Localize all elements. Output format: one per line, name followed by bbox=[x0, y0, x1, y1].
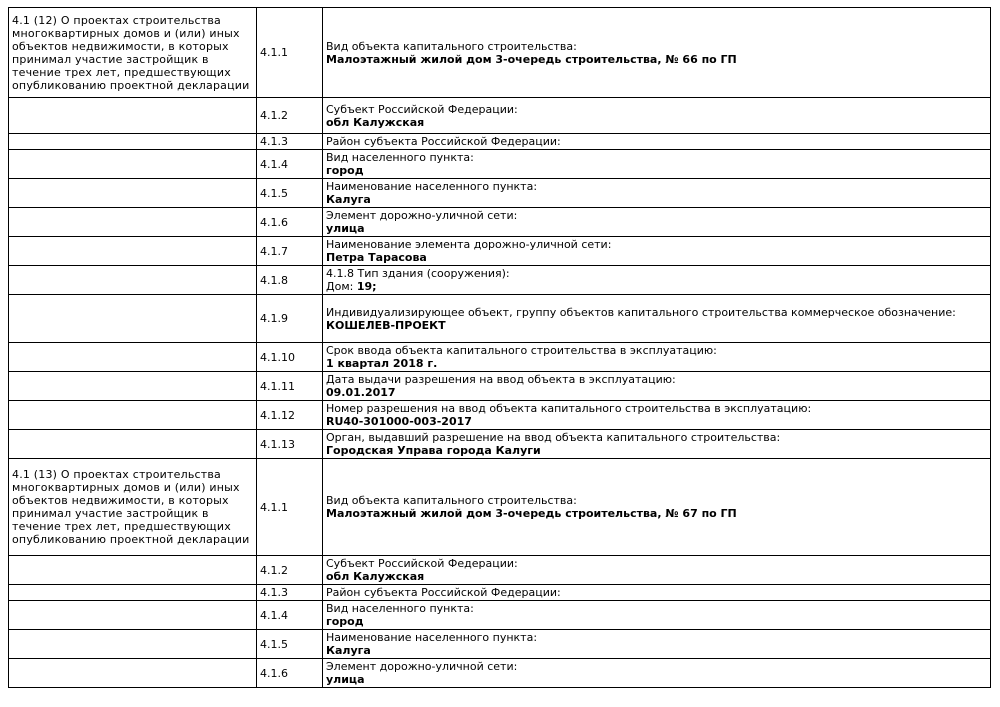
section-description-spacer bbox=[9, 179, 257, 208]
row-number: 4.1.5 bbox=[257, 630, 323, 659]
row-content bbox=[323, 372, 991, 401]
field-value: Малоэтажный жилой дом 3-очередь строительства, № 67 по ГП bbox=[326, 507, 737, 520]
row-content bbox=[323, 150, 991, 179]
table-row bbox=[9, 295, 991, 343]
row-number: 4.1.10 bbox=[257, 343, 323, 372]
row-content bbox=[323, 266, 991, 295]
row-content bbox=[323, 134, 991, 150]
row-content bbox=[323, 659, 991, 688]
table-row bbox=[9, 585, 991, 601]
field-label: Район субъекта Российской Федерации: bbox=[326, 135, 561, 148]
table-row bbox=[9, 372, 991, 401]
field-label: Наименование населенного пункта: bbox=[326, 631, 538, 644]
section-description-spacer bbox=[9, 237, 257, 266]
field-value: обл Калужская bbox=[326, 570, 425, 583]
field-label: Дата выдачи разрешения на ввод объекта в эксплуатацию: bbox=[326, 373, 676, 386]
field-value-bold: 19; bbox=[356, 280, 377, 293]
row-number: 4.1.4 bbox=[257, 150, 323, 179]
section-description-spacer bbox=[9, 150, 257, 179]
field-label: Срок ввода объекта капитального строительства в эксплуатацию: bbox=[326, 344, 717, 357]
row-number: 4.1.2 bbox=[257, 556, 323, 585]
field-value: обл Калужская bbox=[326, 115, 425, 129]
section-description-spacer bbox=[9, 266, 257, 295]
row-content bbox=[323, 8, 991, 98]
row-number: 4.1.11 bbox=[257, 372, 323, 401]
row-number: 4.1.13 bbox=[257, 430, 323, 459]
field-label: Вид объекта капитального строительства: bbox=[326, 39, 577, 53]
row-number: 4.1.9 bbox=[257, 295, 323, 343]
table-row bbox=[9, 343, 991, 372]
section-description-spacer bbox=[9, 430, 257, 459]
field-label: Субъект Российской Федерации: bbox=[326, 102, 518, 116]
field-label: 4.1.8 Тип здания (сооружения): bbox=[326, 267, 510, 280]
section-description-spacer bbox=[9, 630, 257, 659]
section-description-spacer bbox=[9, 343, 257, 372]
row-content bbox=[323, 98, 991, 134]
row-number: 4.1.12 bbox=[257, 401, 323, 430]
row-number: 4.1.7 bbox=[257, 237, 323, 266]
table-row bbox=[9, 556, 991, 585]
table-row bbox=[9, 601, 991, 630]
section-description-spacer bbox=[9, 295, 257, 343]
field-value: Малоэтажный жилой дом 3-очередь строительства, № 66 по ГП bbox=[326, 52, 737, 66]
section-description-spacer bbox=[9, 401, 257, 430]
section-description-spacer bbox=[9, 208, 257, 237]
row-number: 4.1.3 bbox=[257, 585, 323, 601]
row-content bbox=[323, 585, 991, 601]
section-description-spacer bbox=[9, 556, 257, 585]
field-value: улица bbox=[326, 222, 365, 235]
table-row bbox=[9, 237, 991, 266]
field-value: КОШЕЛЕВ-ПРОЕКТ bbox=[326, 318, 446, 332]
field-label: Номер разрешения на ввод объекта капитального строительства в эксплуатацию: bbox=[326, 402, 812, 415]
row-content bbox=[323, 556, 991, 585]
table-row bbox=[9, 8, 991, 98]
field-value: город bbox=[326, 164, 364, 177]
table-row bbox=[9, 401, 991, 430]
row-number: 4.1.5 bbox=[257, 179, 323, 208]
section-description-spacer bbox=[9, 98, 257, 134]
row-content bbox=[323, 430, 991, 459]
row-content bbox=[323, 459, 991, 556]
section-description-spacer bbox=[9, 601, 257, 630]
table-row bbox=[9, 134, 991, 150]
field-label: Вид населенного пункта: bbox=[326, 151, 474, 164]
row-content bbox=[323, 630, 991, 659]
row-number: 4.1.1 bbox=[257, 8, 323, 98]
field-value: Петра Тарасова bbox=[326, 251, 427, 264]
field-value: улица bbox=[326, 673, 365, 686]
row-content bbox=[323, 343, 991, 372]
row-number: 4.1.6 bbox=[257, 659, 323, 688]
field-label: Орган, выдавший разрешение на ввод объекта капитального строительства: bbox=[326, 431, 781, 444]
field-label: Субъект Российской Федерации: bbox=[326, 557, 518, 570]
field-label: Наименование элемента дорожно-уличной сети: bbox=[326, 238, 612, 251]
section-description: 4.1 (13) О проектах строительства многоквартирных домов и (или) иных объектов недвижимости, в которых принимал участие застройщик в течение трех лет, предшествующих опубликованию проектной декларации bbox=[9, 459, 257, 556]
row-number: 4.1.2 bbox=[257, 98, 323, 134]
table-row bbox=[9, 659, 991, 688]
field-value: 09.01.2017 bbox=[326, 386, 396, 399]
field-label: Наименование населенного пункта: bbox=[326, 180, 538, 193]
table-row bbox=[9, 630, 991, 659]
table-row bbox=[9, 150, 991, 179]
table-row bbox=[9, 266, 991, 295]
table-row bbox=[9, 98, 991, 134]
section-description-spacer bbox=[9, 372, 257, 401]
field-label: Элемент дорожно-уличной сети: bbox=[326, 209, 518, 222]
table-row bbox=[9, 208, 991, 237]
project-declaration-table bbox=[8, 7, 991, 688]
table-row bbox=[9, 179, 991, 208]
row-content bbox=[323, 601, 991, 630]
section-description: 4.1 (12) О проектах строительства многоквартирных домов и (или) иных объектов недвижимости, в которых принимал участие застройщик в течение трех лет, предшествующих опубликованию проектной декларации bbox=[9, 8, 257, 98]
field-value: RU40-301000-003-2017 bbox=[326, 415, 472, 428]
section-description-spacer bbox=[9, 134, 257, 150]
section-description-spacer bbox=[9, 585, 257, 601]
field-value: Городская Управа города Калуги bbox=[326, 444, 541, 457]
field-value: 1 квартал 2018 г. bbox=[326, 357, 438, 370]
field-label: Вид объекта капитального строительства: bbox=[326, 494, 577, 507]
row-content bbox=[323, 237, 991, 266]
field-value: Калуга bbox=[326, 193, 371, 206]
row-content bbox=[323, 295, 991, 343]
table-row bbox=[9, 430, 991, 459]
field-value: Калуга bbox=[326, 644, 371, 657]
row-content bbox=[323, 179, 991, 208]
section-description-spacer bbox=[9, 659, 257, 688]
field-value bbox=[326, 280, 987, 293]
field-value-prefix: Дом: bbox=[326, 280, 357, 293]
field-value: город bbox=[326, 615, 364, 628]
row-number: 4.1.8 bbox=[257, 266, 323, 295]
field-label: Элемент дорожно-уличной сети: bbox=[326, 660, 518, 673]
row-number: 4.1.4 bbox=[257, 601, 323, 630]
field-label: Вид населенного пункта: bbox=[326, 602, 474, 615]
row-content bbox=[323, 208, 991, 237]
field-label: Индивидуализирующее объект, группу объектов капитального строительства коммерческое обозначение: bbox=[326, 305, 956, 319]
row-number: 4.1.1 bbox=[257, 459, 323, 556]
row-content bbox=[323, 401, 991, 430]
row-number: 4.1.3 bbox=[257, 134, 323, 150]
row-number: 4.1.6 bbox=[257, 208, 323, 237]
table-row bbox=[9, 459, 991, 556]
field-label: Район субъекта Российской Федерации: bbox=[326, 586, 561, 599]
